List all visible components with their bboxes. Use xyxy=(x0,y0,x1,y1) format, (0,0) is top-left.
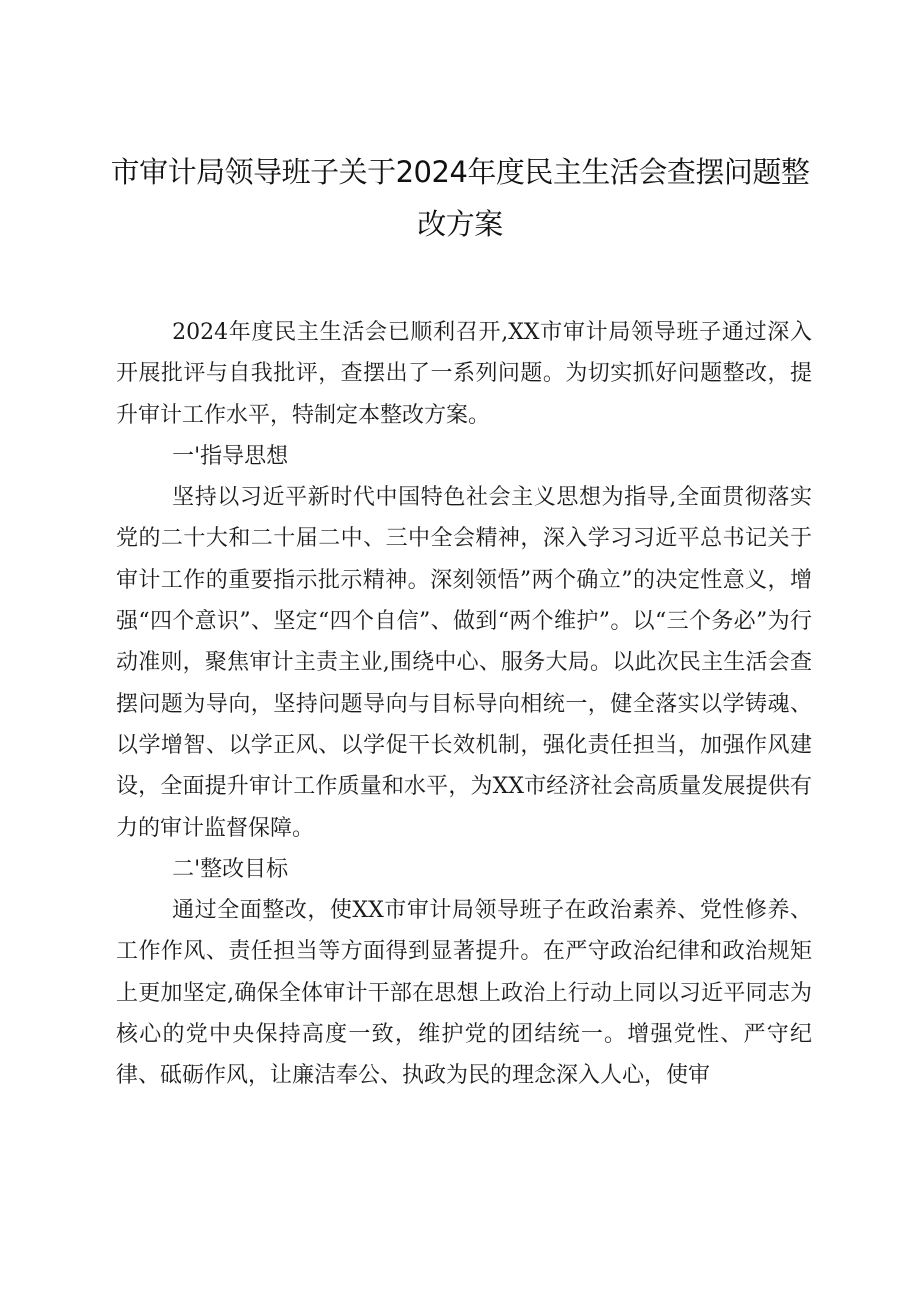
intro-paragraph: 2024年度民主生活会已顺利召开,XX市审计局领导班子通过深入开展批评与自我批评，查摆出了一系列问题。为切实抓好问题整改，提升审计工作水平，特制定本整改方案。 xyxy=(116,320,812,428)
rectification-goals-paragraph: 通过全面整改，使XX市审计局领导班子在政治素养、党性修养、工作作风、责任担当等方面得到显著提升。在严守政治纪律和政治规矩上更加坚定,确保全体审计干部在思想上政治上行动上同以习近平同志为核心的党中央保持高度一致，维护党的团结统一。增强党性、严守纪律、砥砺作风，让廉洁奉公、执政为民的理念深入人心，使审 xyxy=(116,898,812,1089)
document-title: 市审计局领导班子关于2024年度民主生活会查摆问题整改方案 xyxy=(110,155,810,241)
document-body xyxy=(116,312,812,1097)
guiding-ideology-paragraph: 坚持以习近平新时代中国特色社会主义思想为指导,全面贯彻落实党的二十大和二十届二中、三中全会精神，深入学习习近平总书记关于审计工作的重要指示批示精神。深刻领悟”两个确立”的决定性意义，增强“四个意识”、坚定“四个自信”、做到“两个维护”。以“三个务必”为行动准则，聚焦审计主责主业,围绕中心、服务大局。以此次民主生活会查摆问题为导向，坚持问题导向与目标导向相统一，健全落实以学铸魂、以学增智、以学正风、以学促干长效机制，强化责任担当，加强作风建设，全面提升审计工作质量和水平，为XX市经济社会高质量发展提供有力的审计监督保障。 xyxy=(116,485,812,841)
section-heading-rectification-goals: 二'整改目标 xyxy=(172,856,289,882)
section-heading-guiding-ideology: 一'指导思想 xyxy=(172,443,289,469)
